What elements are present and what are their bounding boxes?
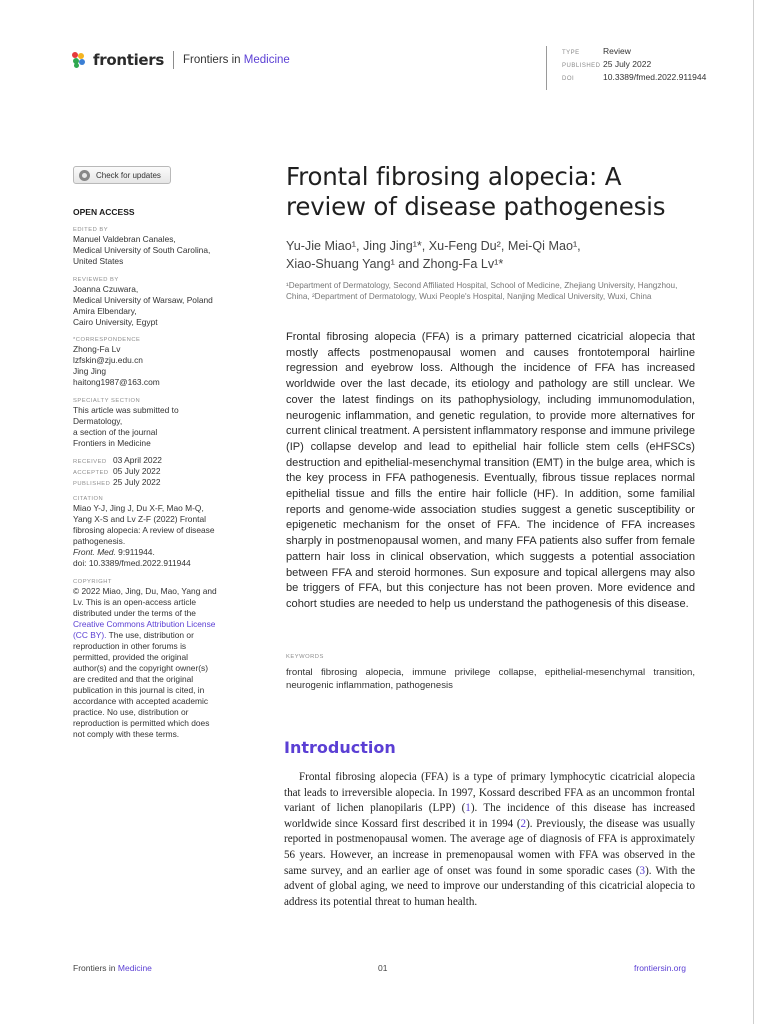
copyright-after-link: The use, distribution or: [106, 630, 194, 640]
intro-text: Frontal fibrosing alopecia (FFA) is a type of primary lymphocytic cicatricial alopecia that leads to irreversible alopecia. In 1997, Kossard described FFA as an uncommon frontal variant of lichen planopilaris (LPP) (: [284, 771, 695, 815]
correspondent-email[interactable]: haitong1987@163.com: [73, 377, 160, 387]
edited-by-key: EDITED BY: [73, 227, 109, 233]
received-value: 03 April 2022: [113, 455, 162, 465]
license-link[interactable]: Creative Commons Attribution License: [73, 619, 216, 629]
copyright-section: [73, 578, 233, 740]
copyright-line: reproduction is permitted which does: [73, 718, 210, 728]
copyright-line: practice. No use, distribution or: [73, 707, 189, 717]
update-check-icon: [79, 170, 90, 181]
footer-journal-prefix: Frontiers in: [73, 963, 116, 973]
check-for-updates-label: Check for updates: [96, 170, 161, 180]
copyright-key: COPYRIGHT: [73, 579, 112, 585]
footer-journal-name: Medicine: [117, 963, 152, 973]
page-number: 01: [378, 963, 388, 973]
intro-text: ). Previously, the disease was usually reported in postmenopausal women. The average age of diagnosis of FFA is approximately 56 years. However, an increase in premenopausal women with FFA was observed in the same survey, and an earlier age of onset was found in some sporadic cases (: [284, 817, 695, 877]
journal-title: Medicine: [243, 54, 290, 66]
edited-by-section: [73, 226, 233, 267]
meta-type: [562, 46, 706, 59]
accepted-date: [73, 466, 233, 477]
journal-name[interactable]: [183, 54, 290, 66]
meta-doi: [562, 72, 706, 85]
copyright-line: reproduction in other forums is: [73, 641, 187, 651]
authors-line: Yu-Jie Miao¹, Jing Jing¹*, Xu-Feng Du², Mei-Qi Mao¹,: [286, 239, 581, 253]
correspondent-name: Zhong-Fa Lv: [73, 344, 121, 354]
copyright-line: permitted, provided the original: [73, 652, 188, 662]
frontiers-logo[interactable]: [72, 51, 290, 69]
specialty-line: This article was submitted to: [73, 405, 179, 415]
citation-line: Yang X-S and Lv Z-F (2022) Frontal: [73, 514, 206, 524]
copyright-line: not comply with these terms.: [73, 729, 180, 739]
copyright-line: accordance with accepted academic: [73, 696, 209, 706]
citation-journal-line: [73, 547, 233, 558]
citation-link[interactable]: 1: [465, 802, 471, 815]
meta-type-key: TYPE: [562, 50, 580, 56]
correspondent-email[interactable]: lzfskin@zju.edu.cn: [73, 355, 143, 365]
copyright-line: are credited and that the original: [73, 674, 194, 684]
copyright-line: author(s) and the copyright owner(s): [73, 663, 208, 673]
cc-by-link[interactable]: (CC BY).: [73, 630, 107, 640]
reviewed-by-key: REVIEWED BY: [73, 277, 119, 283]
editor-line: Manuel Valdebran Canales,: [73, 234, 176, 244]
citation-line: pathogenesis.: [73, 536, 126, 546]
brand-name: frontiers: [93, 51, 165, 69]
introduction-paragraph: [284, 770, 695, 910]
keywords-key: KEYWORDS: [286, 654, 324, 660]
received-key: RECEIVED: [73, 459, 107, 465]
reviewer-line: Joanna Czuwara,: [73, 284, 139, 294]
accepted-value: 05 July 2022: [113, 466, 161, 476]
citation-journal: Front. Med.: [73, 547, 116, 557]
published-date: [73, 477, 233, 488]
copyright-line: publication in this journal is cited, in: [73, 685, 205, 695]
keywords: frontal fibrosing alopecia, immune privilege collapse, epithelial-mesenchymal transition, neurogenic inflammation, pathogenesis: [286, 667, 695, 691]
citation-volume: 9:911944.: [115, 547, 155, 557]
citation-section: [73, 495, 233, 569]
footer-site-link[interactable]: frontiersin.org: [634, 963, 686, 973]
correspondence-section: [73, 336, 233, 388]
footer-journal: [73, 963, 152, 973]
author-list: [286, 237, 696, 273]
article-title: Frontal fibrosing alopecia: A review of disease pathogenesis: [286, 162, 666, 221]
reviewer-line: Cairo University, Egypt: [73, 317, 158, 327]
frontiers-logo-icon: [72, 52, 89, 69]
meta-published-value: 25 July 2022: [603, 59, 652, 69]
editor-line: Medical University of South Carolina,: [73, 245, 211, 255]
citation-line: fibrosing alopecia: A review of disease: [73, 525, 215, 535]
meta-doi-value[interactable]: 10.3389/fmed.2022.911944: [603, 72, 707, 82]
check-for-updates-button[interactable]: [73, 166, 171, 184]
intro-text: ). With the advent of global aging, we need to improve our understanding of this cicatricial alopecia to address its potential threat to human health.: [284, 864, 695, 908]
open-access-label: OPEN ACCESS: [73, 207, 135, 217]
specialty-line: Frontiers in Medicine: [73, 438, 151, 448]
reviewer-line: Medical University of Warsaw, Poland: [73, 295, 213, 305]
received-date: [73, 455, 233, 466]
citation-link[interactable]: 2: [520, 817, 527, 830]
intro-text: ). The incidence of this disease has increased worldwide since Kossard first described it in 1994 (: [284, 802, 695, 830]
copyright-line: Lv. This is an open-access article: [73, 597, 197, 607]
dates-section: [73, 455, 233, 488]
correspondence-key: *CORRESPONDENCE: [73, 337, 141, 343]
copyright-line: [73, 630, 233, 641]
reviewed-by-section: [73, 276, 233, 328]
meta-type-value: Review: [603, 46, 631, 56]
article-meta: [546, 46, 706, 90]
published-value: 25 July 2022: [113, 477, 161, 487]
editor-line: United States: [73, 256, 124, 266]
logo-divider: [173, 51, 174, 69]
authors-line: Xiao-Shuang Yang¹ and Zhong-Fa Lv¹*: [286, 257, 504, 271]
meta-doi-key: DOI: [562, 76, 575, 82]
introduction-heading: Introduction: [284, 738, 396, 757]
copyright-line: © 2022 Miao, Jing, Du, Mao, Yang and: [73, 586, 217, 596]
meta-published: [562, 59, 706, 72]
journal-prefix: Frontiers in: [183, 54, 241, 66]
published-key: PUBLISHED: [73, 481, 111, 487]
copyright-line: distributed under the terms of the: [73, 608, 196, 618]
specialty-section: [73, 397, 233, 449]
citation-key: CITATION: [73, 496, 104, 502]
page-edge-divider: [753, 0, 754, 1024]
affiliations: ¹Department of Dermatology, Second Affiliated Hospital, School of Medicine, Zhejiang University, Hangzhou, China, ²Department of Dermatology, Wuxi People's Hospital, Nanjing Medical University, Wuxi, China: [286, 281, 678, 301]
specialty-line: a section of the journal: [73, 427, 158, 437]
specialty-key: SPECIALTY SECTION: [73, 398, 141, 404]
abstract: Frontal fibrosing alopecia (FFA) is a primary patterned cicatricial alopecia that mostly affects postmenopausal women and causes frontotemporal hairline regression and eyebrow loss. Although the incidence of FFA has increased worldwide over the last decade, its etiology and pathology are still unclear. We cover the latest findings on its pathophysiology, including immunomodulation, neurogenic inflammation, and genetic regulation, to provide more alternatives for current clinical treatment. A persistent inflammatory response and immune privilege (IP) collapse develop and lead to epithelial hair follicle stem cells (eHFSCs) destruction and epithelial-mesenchymal transition (EMT) in the bulge area, which is the key process in FFA pathogenesis. Eventually, fibrous tissue replaces normal epithelial tissue and fills the entire hair follicle (HF). In addition, some familial reports and genome-wide association studies suggest a genetic susceptibility or epigenetic mechanism for the onset of FFA. The incidence of FFA increases sharply in postmenopausal women, and many FFA patients also suffer from female pattern hair loss in clinical observation, which suggests a potential association between FFA and steroid hormones. Sun exposure and topical allergens may also be triggers of FFA, but this conjecture has not been proven. More evidence and cohort studies are needed to help us understand the pathogenesis of this disease.: [286, 331, 695, 610]
meta-published-key: PUBLISHED: [562, 63, 601, 69]
citation-line: Miao Y-J, Jing J, Du X-F, Mao M-Q,: [73, 503, 204, 513]
correspondent-name: Jing Jing: [73, 366, 107, 376]
accepted-key: ACCEPTED: [73, 470, 109, 476]
reviewer-line: Amira Elbendary,: [73, 306, 137, 316]
citation-doi[interactable]: doi: 10.3389/fmed.2022.911944: [73, 558, 191, 568]
citation-link[interactable]: 3: [639, 864, 646, 877]
specialty-line: Dermatology,: [73, 416, 123, 426]
